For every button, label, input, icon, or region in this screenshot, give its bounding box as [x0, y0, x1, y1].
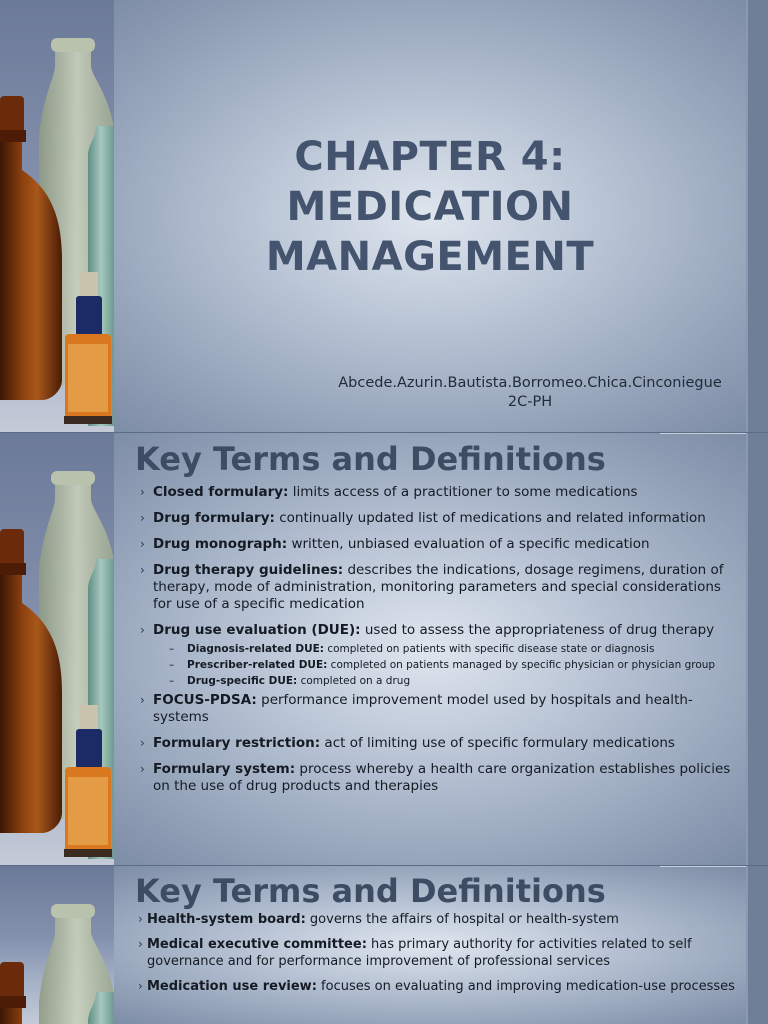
title-line-2: MEDICATION MANAGEMENT	[265, 184, 595, 280]
term: Drug-specific DUE:	[187, 675, 298, 687]
dash-icon: –	[169, 675, 175, 687]
definitions-list	[140, 484, 738, 804]
definition: has primary authority for activities related to self governance and for performance improvement of professional services	[147, 937, 692, 969]
slide-title	[130, 132, 730, 282]
term: Diagnosis-related DUE:	[187, 643, 324, 655]
bullet-icon: ›	[140, 563, 145, 577]
term: Drug therapy guidelines:	[153, 562, 344, 578]
sub-list-item	[169, 674, 738, 688]
definition: describes the indications, dosage regimens, duration of therapy, mode of administration, monitoring parameters and special considerations for use of a specific medication	[153, 562, 724, 612]
list-item	[138, 978, 738, 995]
author-names: Abcede.Azurin.Bautista.Borromeo.Chica.Cinconiegue	[338, 375, 722, 391]
list-item	[138, 911, 738, 928]
definition: limits access of a practitioner to some medications	[288, 484, 638, 500]
bullet-icon: ›	[140, 693, 145, 707]
bullet-icon: ›	[140, 485, 145, 499]
term: FOCUS-PDSA:	[153, 692, 257, 708]
definition: process whereby a health care organization establishes policies on the use of drug products and therapies	[153, 761, 731, 794]
bullet-icon: ›	[138, 937, 143, 951]
definitions-slide-1	[0, 433, 768, 865]
definitions-slide-2	[0, 866, 768, 1024]
term: Formulary system:	[153, 761, 296, 777]
list-item	[140, 562, 738, 613]
definition: completed on patients with specific disease state or diagnosis	[323, 643, 655, 655]
due-types-list	[153, 642, 738, 688]
bullet-icon: ›	[138, 979, 143, 993]
term: Medical executive committee:	[147, 937, 367, 952]
term: Drug formulary:	[153, 510, 275, 526]
author-byline	[300, 374, 760, 412]
definition: continually updated list of medications and related information	[274, 510, 706, 526]
list-item	[140, 735, 738, 752]
medicine-bottles-photo	[0, 0, 114, 432]
slide-heading: Key Terms and Definitions	[135, 872, 606, 910]
definition: used to assess the appropriateness of drug therapy	[360, 622, 715, 638]
bullet-icon: ›	[140, 762, 145, 776]
definitions-list	[138, 911, 738, 1003]
definition: completed on a drug	[297, 675, 411, 687]
definition: written, unbiased evaluation of a specific medication	[287, 536, 650, 552]
definition: governs the affairs of hospital or health-system	[305, 912, 619, 927]
list-item	[138, 936, 738, 970]
term: Drug monograph:	[153, 536, 288, 552]
list-item	[140, 622, 738, 688]
slide-heading: Key Terms and Definitions	[135, 440, 606, 478]
bullet-icon: ›	[140, 736, 145, 750]
bullet-icon: ›	[140, 537, 145, 551]
medicine-bottles-photo	[0, 433, 114, 865]
title-line-1: CHAPTER 4:	[294, 134, 566, 180]
term: Drug use evaluation (DUE):	[153, 622, 361, 638]
definition: performance improvement model used by hospitals and health-systems	[153, 692, 693, 725]
bullet-icon: ›	[138, 912, 143, 926]
right-accent-bar	[748, 866, 768, 1024]
list-item	[140, 761, 738, 795]
right-accent-bar	[748, 0, 768, 432]
title-slide	[0, 0, 768, 432]
definition: act of limiting use of specific formulary medications	[320, 735, 675, 751]
term: Health-system board:	[147, 912, 306, 927]
right-accent-bar	[748, 433, 768, 865]
list-item	[140, 484, 738, 501]
definition: focuses on evaluating and improving medication-use processes	[316, 979, 735, 994]
list-item	[140, 692, 738, 726]
term: Prescriber-related DUE:	[187, 659, 328, 671]
sub-list-item	[169, 642, 738, 656]
bullet-icon: ›	[140, 623, 145, 637]
term: Closed formulary:	[153, 484, 289, 500]
dash-icon: –	[169, 643, 175, 655]
definition: completed on patients managed by specific physician or physician group	[327, 659, 716, 671]
sub-list-item	[169, 658, 738, 672]
list-item	[140, 536, 738, 553]
medicine-bottles-photo	[0, 866, 114, 1024]
dash-icon: –	[169, 659, 175, 671]
list-item	[140, 510, 738, 527]
term: Medication use review:	[147, 979, 317, 994]
bullet-icon: ›	[140, 511, 145, 525]
section-name: 2C-PH	[507, 394, 553, 410]
term: Formulary restriction:	[153, 735, 321, 751]
